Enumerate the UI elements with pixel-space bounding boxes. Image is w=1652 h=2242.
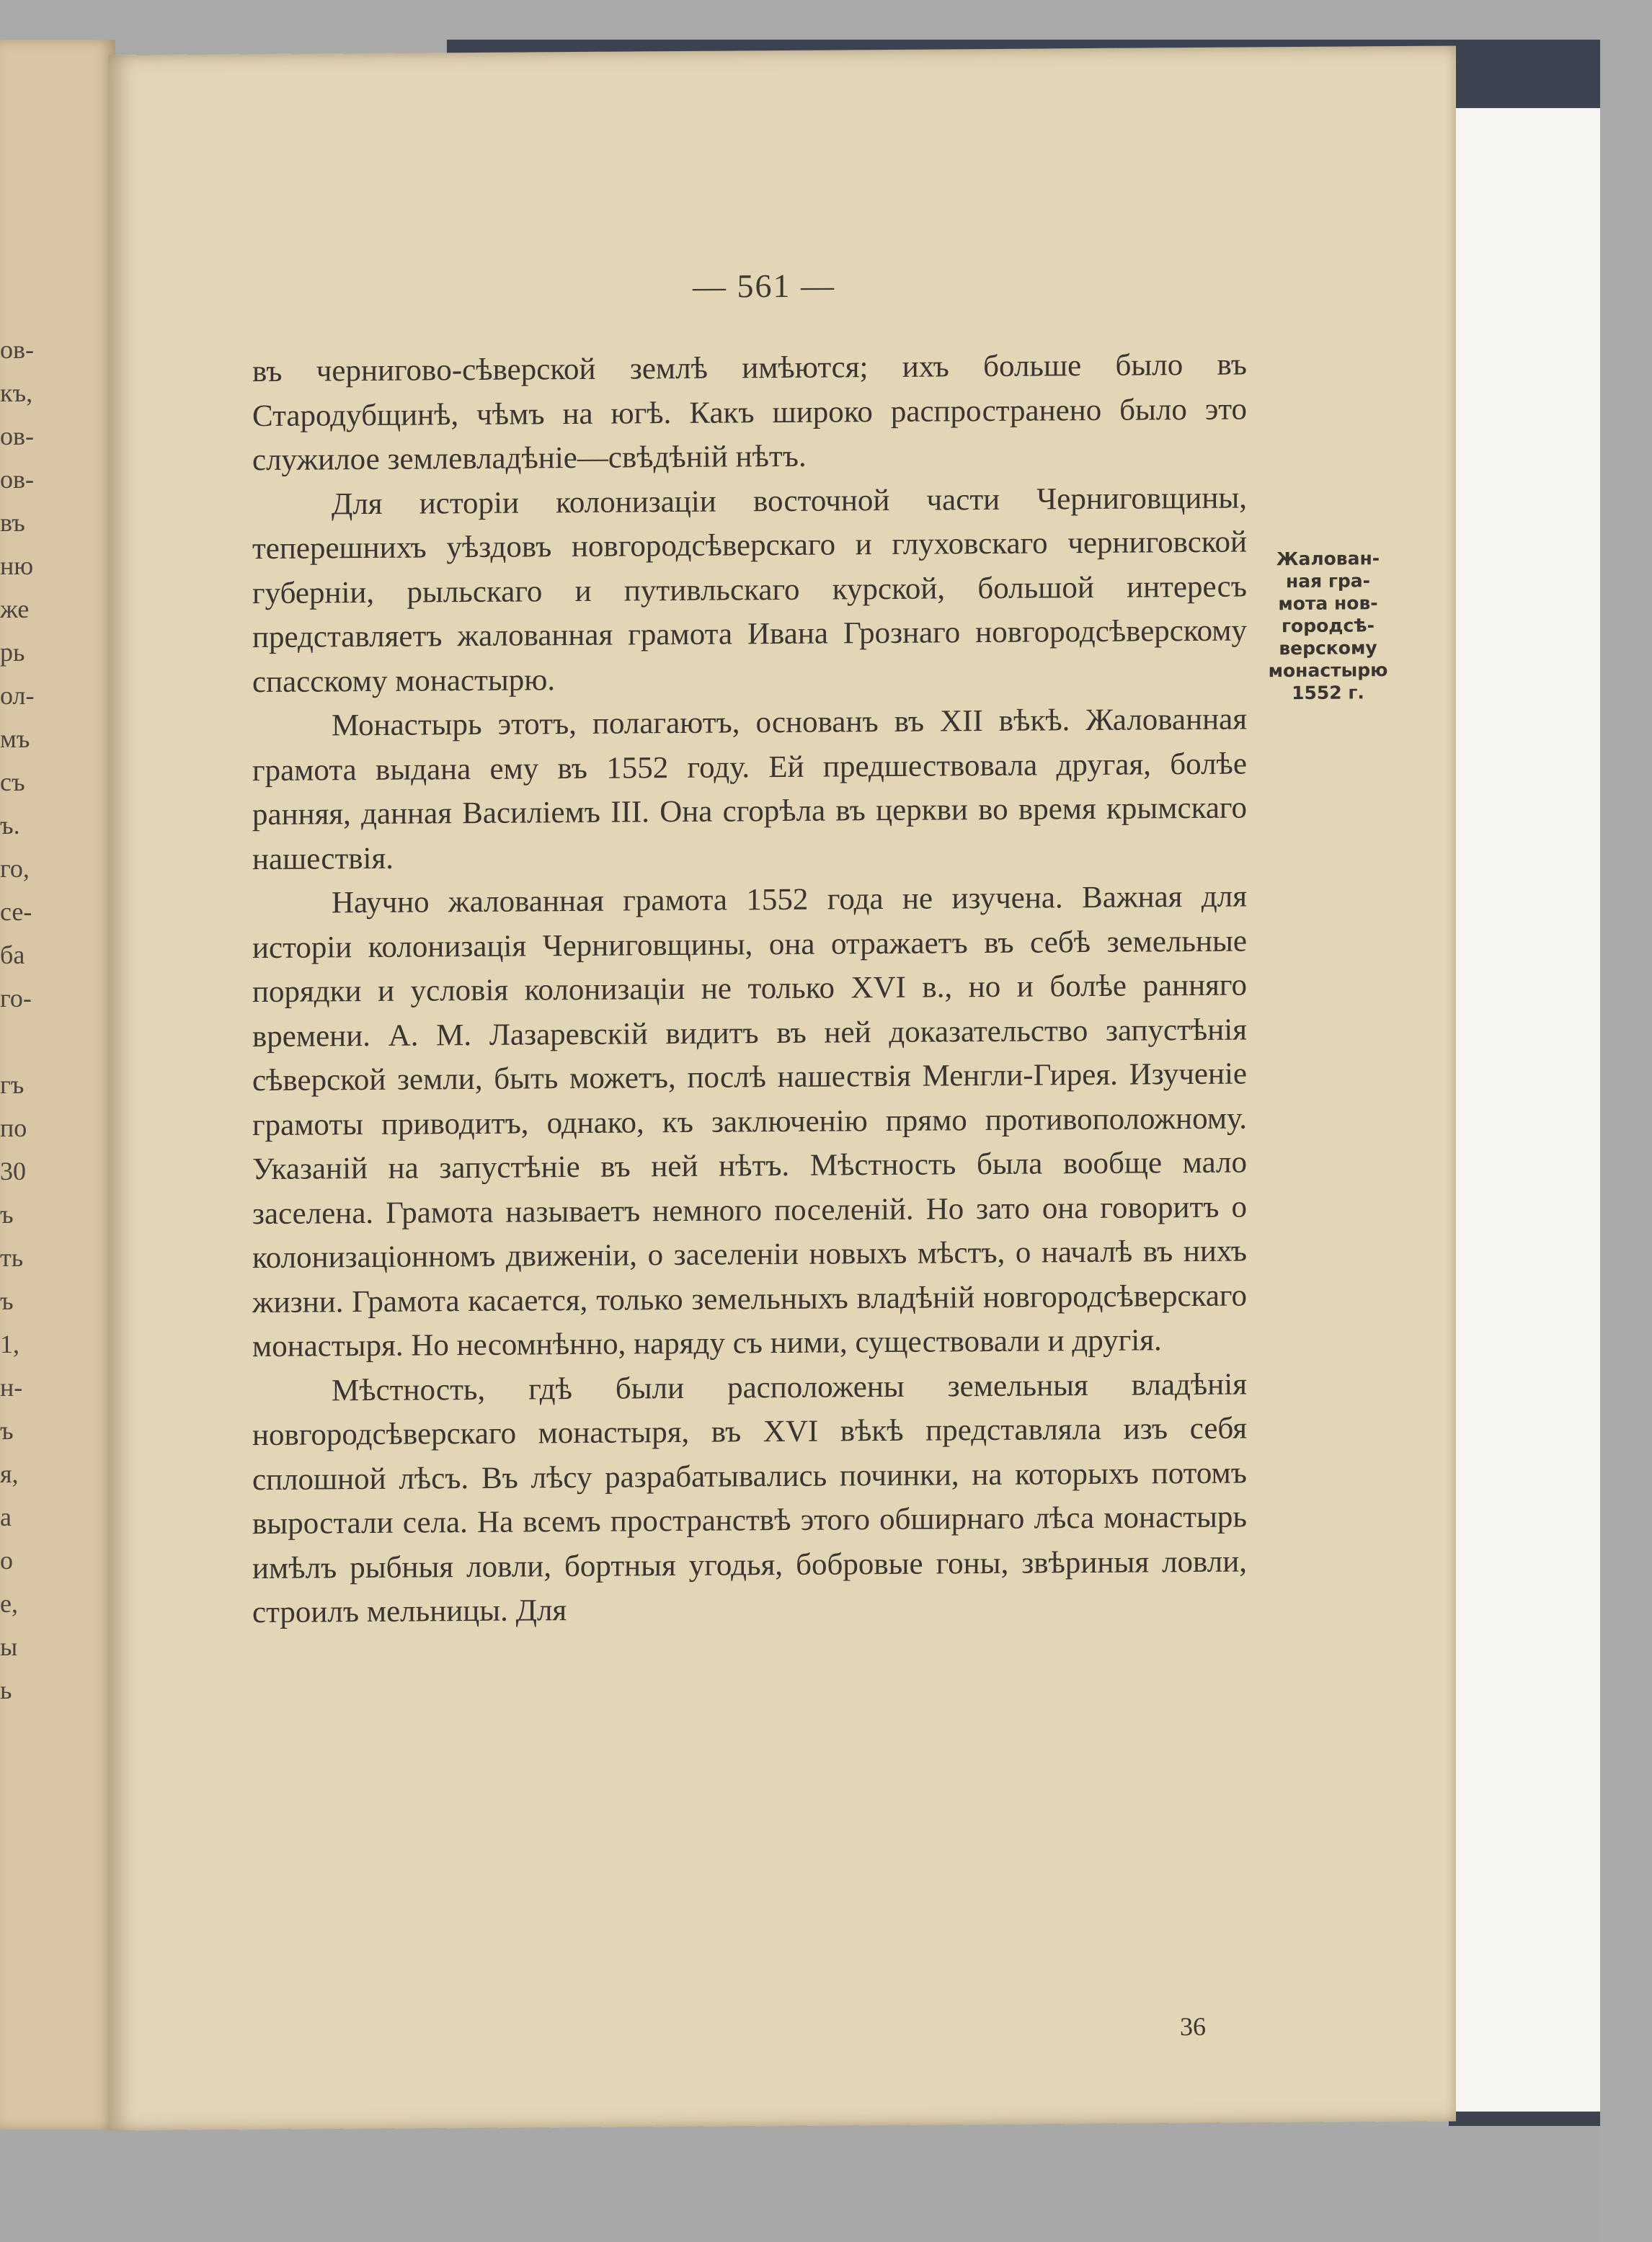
- left-page-fragment: ол-: [0, 681, 35, 710]
- margin-note-line: Жалован-: [1276, 548, 1380, 570]
- left-page-fragment: рь: [0, 638, 25, 667]
- left-page-fragment: ъ.: [0, 811, 20, 840]
- left-page-fragment: а: [0, 1503, 12, 1531]
- left-page-fragment: съ: [0, 768, 25, 796]
- left-page-fragment: се-: [0, 897, 32, 926]
- margin-note-line: ная гра-: [1285, 570, 1371, 592]
- left-page-fragment: въ: [0, 508, 25, 537]
- paragraph: въ черниговo-сѣверской землѣ имѣются; ихъ больше было въ Стародубщинѣ, чѣмъ на югѣ. Какъ широко распространено было это служилое землевладѣніе—свѣдѣній нѣтъ.: [252, 347, 1247, 478]
- left-page-fragment: 1,: [0, 1330, 19, 1358]
- left-page-fragment: ы: [0, 1632, 18, 1661]
- left-page-fragment: ов-: [0, 335, 34, 364]
- left-page-fragment: ню: [0, 551, 34, 580]
- left-page-fragment: о: [0, 1546, 13, 1575]
- signature-number: 36: [1180, 2011, 1206, 2042]
- book-page: [108, 45, 1456, 2130]
- left-page-fragment: ъ: [0, 1416, 14, 1445]
- left-page-fragment: ь: [0, 1676, 12, 1704]
- body-text: [252, 342, 1247, 1634]
- left-page-fragment: е,: [0, 1589, 18, 1618]
- margin-note-line: верскому: [1279, 637, 1377, 659]
- left-page-fragment: го,: [0, 854, 30, 883]
- left-page-fragment: же: [0, 595, 30, 623]
- left-page-fragment: я,: [0, 1459, 19, 1488]
- left-page-fragment: ъ: [0, 1286, 14, 1315]
- left-page-fragment: къ,: [0, 378, 33, 407]
- paragraph: Научно жалованная грамота 1552 года не изучена. Важная для исторіи колонизація Черниговщины, она отражаетъ въ себѣ земельные порядки и условія колонизаціи не только XVI в., но и болѣе ранняго времени. А. М. Лазаревскій видитъ въ ней доказательство запустѣнія сѣверской земли, быть можетъ, послѣ нашествія Менгли-Гирея. Изученіе грамоты приводитъ, однако, къ заключенію прямо противоположному. Указаній на запустѣніе въ ней нѣтъ. Мѣстность была вообще мало заселена. Грамота называетъ немного поселеній. Но зато она говоритъ о колонизаціонномъ движеніи, о заселеніи новыхъ мѣстъ, о началѣ въ нихъ жизни. Грамота касается, только земельныхъ владѣній новгородсѣверскаго монастыря. Но несомнѣнно, наряду съ ними, существовали и другія.: [252, 879, 1247, 1364]
- margin-note-line: городсѣ-: [1281, 615, 1375, 637]
- paragraph: Монастырь этотъ, полагаютъ, основанъ въ XII вѣкѣ. Жалованная грамота выдана ему въ 1552 году. Ей предшествовала другая, болѣе ранняя, данная Василіемъ III. Она сгорѣла въ церкви во время крымскаго нашествія.: [252, 702, 1247, 876]
- background-white-sheet: [1449, 108, 1600, 2112]
- left-page-fragment: н-: [0, 1373, 23, 1402]
- left-page-fragment: [0, 1020, 34, 1063]
- left-page-fragment: ъ: [0, 1200, 14, 1229]
- left-page-fragment: го-: [0, 984, 32, 1013]
- left-page-fragment: по: [0, 1113, 27, 1142]
- margin-note: [1254, 547, 1402, 704]
- paragraph: Для исторіи колонизаціи восточной части Черниговщины, теперешнихъ уѣздовъ новгородсѣверскаго и глуховскаго черниговской губерніи, рыльскаго и путивльскаго курской, большой интересъ представляетъ жалованная грамота Ивана Грознаго новгородсѣверскому спасскому монастырю.: [252, 480, 1247, 699]
- left-page-edge: [0, 40, 115, 2130]
- left-page-fragments: [0, 328, 34, 1712]
- margin-note-line: мота нов-: [1278, 592, 1378, 615]
- left-page-fragment: ов-: [0, 465, 34, 494]
- margin-note-line: монастырю: [1268, 659, 1388, 682]
- left-page-fragment: ть: [0, 1243, 24, 1272]
- left-page-fragment: ов-: [0, 422, 34, 450]
- left-page-fragment: ба: [0, 940, 25, 969]
- left-page-fragment: гъ: [0, 1070, 25, 1099]
- paragraph: Мѣстность, гдѣ были расположены земельныя владѣнія новгородсѣверскаго монастыря, въ XVI вѣкѣ представляла изъ себя сплошной лѣсъ. Въ лѣсу разрабатывались починки, на которыхъ потомъ выростали села. На всемъ пространствѣ этого обширнаго лѣса монастырь имѣлъ рыбныя ловли, бортныя угодья, бобровые гоны, звѣриныя ловли, строилъ мельницы. Для: [252, 1366, 1247, 1630]
- margin-note-line: 1552 г.: [1292, 682, 1364, 704]
- background-bottom: [0, 2126, 1600, 2242]
- left-page-fragment: 30: [0, 1157, 26, 1185]
- page-number: — 561 —: [693, 267, 835, 305]
- left-page-fragment: мъ: [0, 724, 30, 753]
